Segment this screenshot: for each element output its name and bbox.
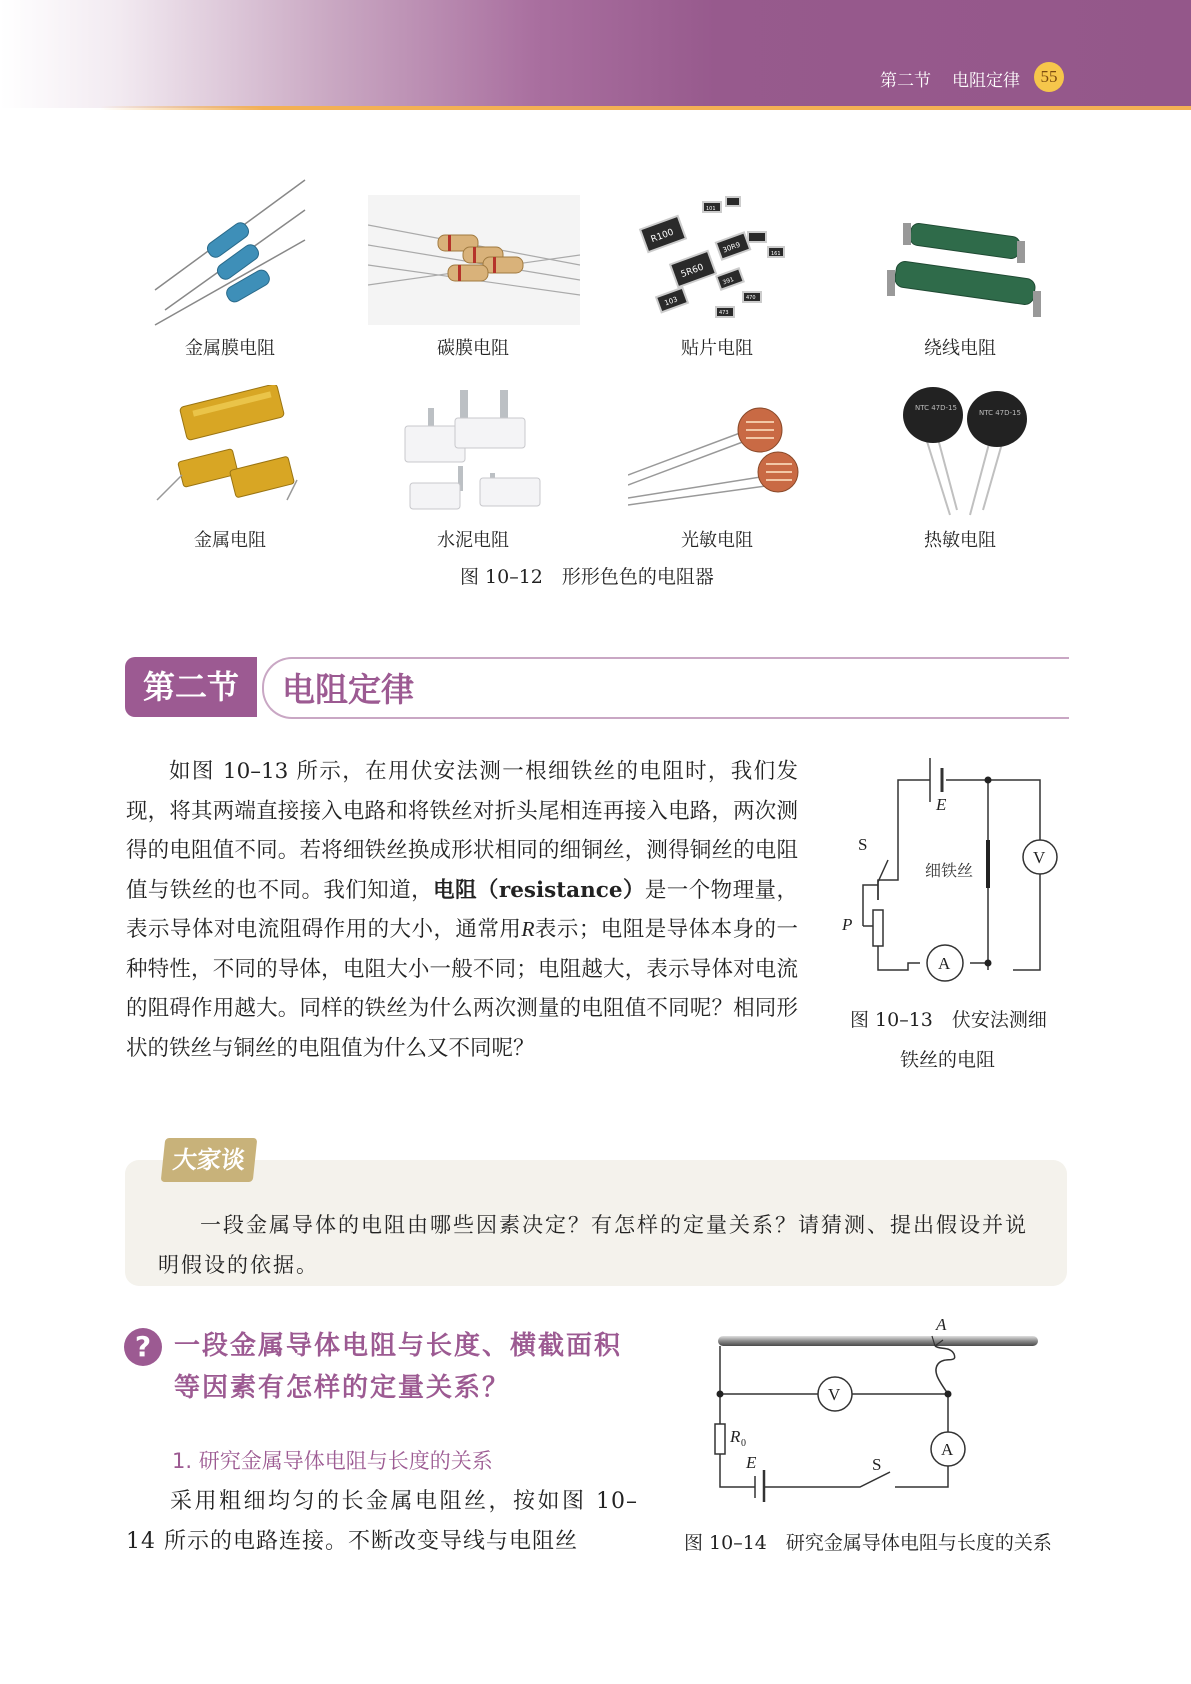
figure-caption: 图 10–12 形形色色的电阻器 [460, 566, 714, 588]
resistor-label: 金属电阻 [194, 530, 266, 551]
section-badge: 第二节 [125, 657, 257, 717]
chip-code: 391 [721, 275, 735, 287]
resistor-label: 贴片电阻 [681, 338, 753, 359]
chip-code: 470 [746, 295, 756, 301]
label-battery: E [936, 795, 947, 814]
page-header [0, 0, 1191, 108]
label-point-a: A [936, 1315, 947, 1334]
chip-code: 5R60 [679, 262, 706, 281]
label-resistor: R [730, 1427, 741, 1446]
resistor-label: 水泥电阻 [437, 530, 509, 551]
section-title: 电阻定律 [282, 670, 414, 709]
resistor-label: 金属膜电阻 [185, 338, 275, 359]
term-resistance: 电阻（resistance） [433, 877, 645, 903]
label-voltmeter: V [828, 1385, 841, 1404]
label-voltmeter: V [1033, 848, 1046, 867]
metal-resistor-photo [152, 385, 302, 515]
chip-code: 161 [771, 251, 781, 257]
paragraph-text: 如图 10–13 所示，在用伏安法测一根细铁丝的电阻时，我们发现，将其两端直接接入电路和将铁丝对折头尾相连再接入电路，两次测得的电阻值不同。若将细铁丝换成形状相同的细铜丝，测得铜丝的电阻值与铁丝的也不同。我们知道， [126, 759, 798, 903]
chip-resistor-photo [638, 192, 798, 327]
figure-caption: 铁丝的电阻 [900, 1049, 996, 1071]
label-switch: S [872, 1455, 882, 1474]
label-ammeter: A [941, 1440, 954, 1459]
label-ammeter: A [938, 954, 951, 973]
header-section: 第二节 [880, 71, 931, 91]
chip-code: 473 [719, 310, 729, 316]
ntc-mark: NTC 47D-15 [915, 404, 957, 412]
circuit-diagram-10-13 [830, 750, 1080, 985]
chip-code: 103 [663, 295, 679, 308]
header-rule [100, 106, 1191, 110]
circuit-diagram-10-14 [700, 1312, 1050, 1502]
intro-paragraph [126, 752, 798, 1068]
carbon-film-resistor-photo [368, 195, 580, 325]
paragraph-text: 是一个物理量，表示导体对电流阻碍作用的大小，通常用 [126, 877, 798, 942]
resistor-label: 碳膜电阻 [437, 338, 509, 359]
question-icon: ? [124, 1328, 162, 1366]
paragraph-text: 表示；电阻是导体本身的一种特性，不同的导体，电阻大小一般不同；电阻越大，表示导体对电流的阻碍作用越大。同样的铁丝为什么两次测量的电阻值不同呢？相同形状的铁丝与铜丝的电阻值为什么又不同呢？ [126, 917, 798, 1061]
resistor-label: 光敏电阻 [681, 530, 753, 551]
chip-code: 101 [706, 206, 716, 212]
label-switch: S [858, 835, 868, 854]
resistor-label: 热敏电阻 [924, 530, 996, 551]
photoresistor-photo [628, 400, 803, 510]
question-heading [174, 1325, 654, 1409]
chip-code: 30R9 [721, 240, 742, 255]
discussion-text: 一段金属导体的电阻由哪些因素决定？有怎样的定量关系？请猜测、提出假设并说明假设的依据。 [158, 1213, 1028, 1277]
page-number: 55 [1034, 62, 1064, 92]
question-line: 等因素有怎样的定量关系？ [174, 1373, 511, 1403]
cement-resistor-photo [400, 388, 550, 513]
label-resistor-sub: 0 [741, 1438, 746, 1449]
figure-caption: 图 10–13 伏安法测细 [850, 1009, 1047, 1031]
wirewound-resistor-photo [885, 215, 1045, 325]
paragraph-text: 采用粗细均匀的长金属电阻丝，按如图 10–14 所示的电路连接。不断改变导线与电阻丝 [126, 1489, 638, 1554]
subsection-paragraph [126, 1482, 638, 1562]
discussion-badge: 大家谈 [161, 1138, 258, 1182]
metal-film-resistor-photo [150, 170, 310, 330]
figure-caption: 图 10–14 研究金属导体电阻与长度的关系 [684, 1532, 1052, 1554]
resistor-label: 绕线电阻 [924, 338, 996, 359]
ntc-mark: NTC 47D-15 [979, 409, 1021, 417]
label-iron-wire: 细铁丝 [925, 861, 974, 880]
thermistor-photo [895, 385, 1035, 520]
symbol-r: R [521, 917, 535, 941]
header-title: 电阻定律 [952, 71, 1020, 91]
subsection-heading: 1. 研究金属导体电阻与长度的关系 [172, 1449, 493, 1473]
label-battery: E [746, 1453, 757, 1472]
chip-code: R100 [649, 227, 676, 246]
label-slider: P [842, 915, 853, 934]
question-line: 一段金属导体电阻与长度、横截面积 [174, 1331, 623, 1361]
